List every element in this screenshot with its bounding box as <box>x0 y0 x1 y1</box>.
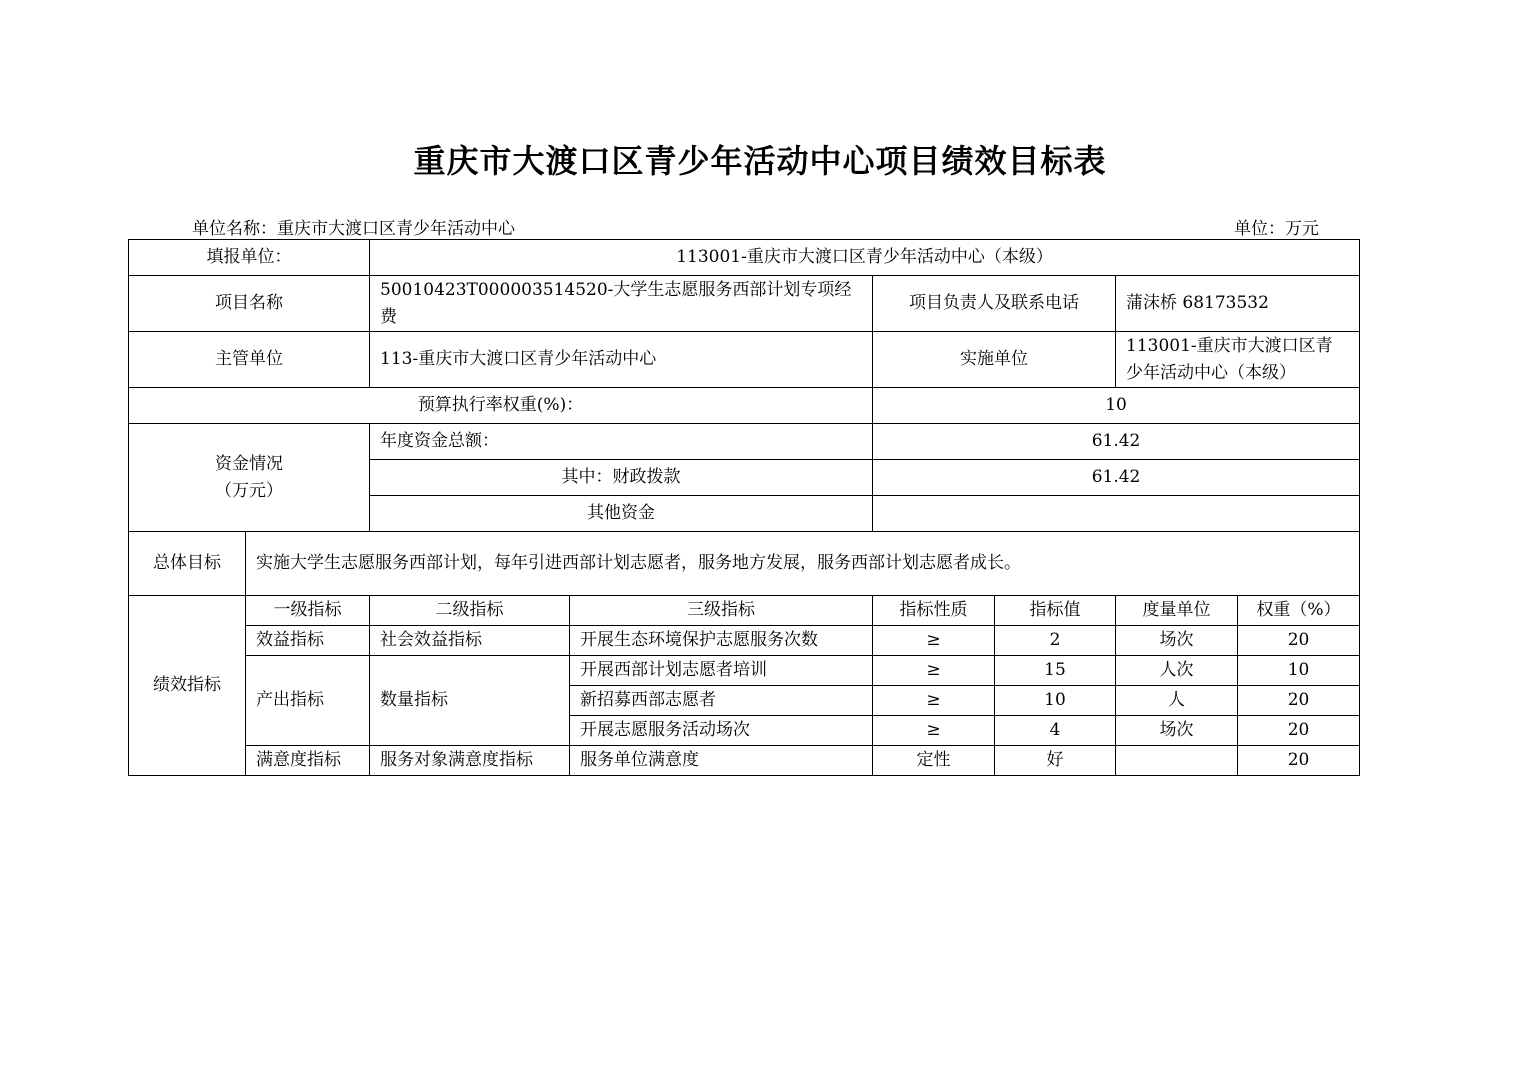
indicator-weight: 20 <box>1238 746 1360 776</box>
header-level3: 三级指标 <box>570 596 873 626</box>
indicator-unit: 人 <box>1116 686 1238 716</box>
indicator-nature: ≥ <box>873 626 995 656</box>
fiscal-funds-label: 其中：财政拨款 <box>370 460 873 496</box>
indicator-value: 10 <box>995 686 1116 716</box>
project-manager-value: 蒲沫桥 68173532 <box>1116 276 1360 332</box>
fiscal-funds-value: 61.42 <box>873 460 1360 496</box>
funds-label-line2: （万元） <box>215 480 283 501</box>
currency-unit-line: 单位：万元 <box>1234 219 1319 239</box>
unit-name-line: 单位名称：重庆市大渡口区青少年活动中心 <box>192 219 515 239</box>
funds-annual-row <box>129 424 1360 460</box>
benefit-level2: 社会效益指标 <box>370 626 570 656</box>
budget-weight-row <box>129 388 1360 424</box>
annual-funds-label: 年度资金总额： <box>370 424 873 460</box>
project-name-value: 50010423T000003514520-大学生志愿服务西部计划专项经费 <box>370 276 873 332</box>
indicator-value: 4 <box>995 716 1116 746</box>
other-funds-value <box>873 496 1360 532</box>
budget-weight-value: 10 <box>873 388 1360 424</box>
funds-label-line1: 资金情况 <box>215 453 283 474</box>
indicator-level3: 开展西部计划志愿者培训 <box>570 656 873 686</box>
table-row <box>129 656 1360 686</box>
other-funds-label: 其他资金 <box>370 496 873 532</box>
overall-goal-row <box>129 532 1360 596</box>
indicator-level3: 开展生态环境保护志愿服务次数 <box>570 626 873 656</box>
indicator-level3: 服务单位满意度 <box>570 746 873 776</box>
department-label: 主管单位 <box>129 332 370 388</box>
budget-weight-label: 预算执行率权重(%)： <box>129 388 873 424</box>
table-row <box>129 746 1360 776</box>
fill-unit-value: 113001-重庆市大渡口区青少年活动中心（本级） <box>370 240 1360 276</box>
department-value: 113-重庆市大渡口区青少年活动中心 <box>370 332 873 388</box>
header-weight: 权重（%） <box>1238 596 1360 626</box>
table-row <box>129 626 1360 656</box>
indicator-weight: 20 <box>1238 716 1360 746</box>
indicator-weight: 10 <box>1238 656 1360 686</box>
indicator-level3: 开展志愿服务活动场次 <box>570 716 873 746</box>
indicator-value: 2 <box>995 626 1116 656</box>
indicator-unit: 人次 <box>1116 656 1238 686</box>
satisfaction-level2: 服务对象满意度指标 <box>370 746 570 776</box>
benefit-level1: 效益指标 <box>246 626 370 656</box>
indicator-nature: ≥ <box>873 686 995 716</box>
fill-unit-row <box>129 240 1360 276</box>
indicator-weight: 20 <box>1238 626 1360 656</box>
indicator-unit: 场次 <box>1116 626 1238 656</box>
overall-goal-label: 总体目标 <box>129 532 246 596</box>
indicator-value: 15 <box>995 656 1116 686</box>
fill-unit-label: 填报单位： <box>129 240 370 276</box>
department-row <box>129 332 1360 388</box>
implementing-unit-label: 实施单位 <box>873 332 1116 388</box>
project-manager-label: 项目负责人及联系电话 <box>873 276 1116 332</box>
annual-funds-value: 61.42 <box>873 424 1360 460</box>
indicator-weight: 20 <box>1238 686 1360 716</box>
indicator-unit <box>1116 746 1238 776</box>
indicator-nature: 定性 <box>873 746 995 776</box>
indicator-value: 好 <box>995 746 1116 776</box>
indicator-unit: 场次 <box>1116 716 1238 746</box>
indicator-nature: ≥ <box>873 716 995 746</box>
header-level1: 一级指标 <box>246 596 370 626</box>
header-unit: 度量单位 <box>1116 596 1238 626</box>
page-title: 重庆市大渡口区青少年活动中心项目绩效目标表 <box>413 142 1107 180</box>
implementing-unit-value: 113001-重庆市大渡口区青少年活动中心（本级） <box>1116 332 1360 388</box>
performance-label: 绩效指标 <box>129 596 246 776</box>
header-level2: 二级指标 <box>370 596 570 626</box>
overall-goal-text: 实施大学生志愿服务西部计划，每年引进西部计划志愿者，服务地方发展，服务西部计划志愿者成长。 <box>246 532 1360 596</box>
output-level1: 产出指标 <box>246 656 370 746</box>
satisfaction-level1: 满意度指标 <box>246 746 370 776</box>
indicator-nature: ≥ <box>873 656 995 686</box>
performance-target-table <box>128 239 1360 776</box>
funds-label <box>129 424 370 532</box>
header-value: 指标值 <box>995 596 1116 626</box>
project-name-label: 项目名称 <box>129 276 370 332</box>
header-nature: 指标性质 <box>873 596 995 626</box>
indicator-level3: 新招募西部志愿者 <box>570 686 873 716</box>
indicator-header-row <box>129 596 1360 626</box>
output-level2: 数量指标 <box>370 656 570 746</box>
project-row <box>129 276 1360 332</box>
